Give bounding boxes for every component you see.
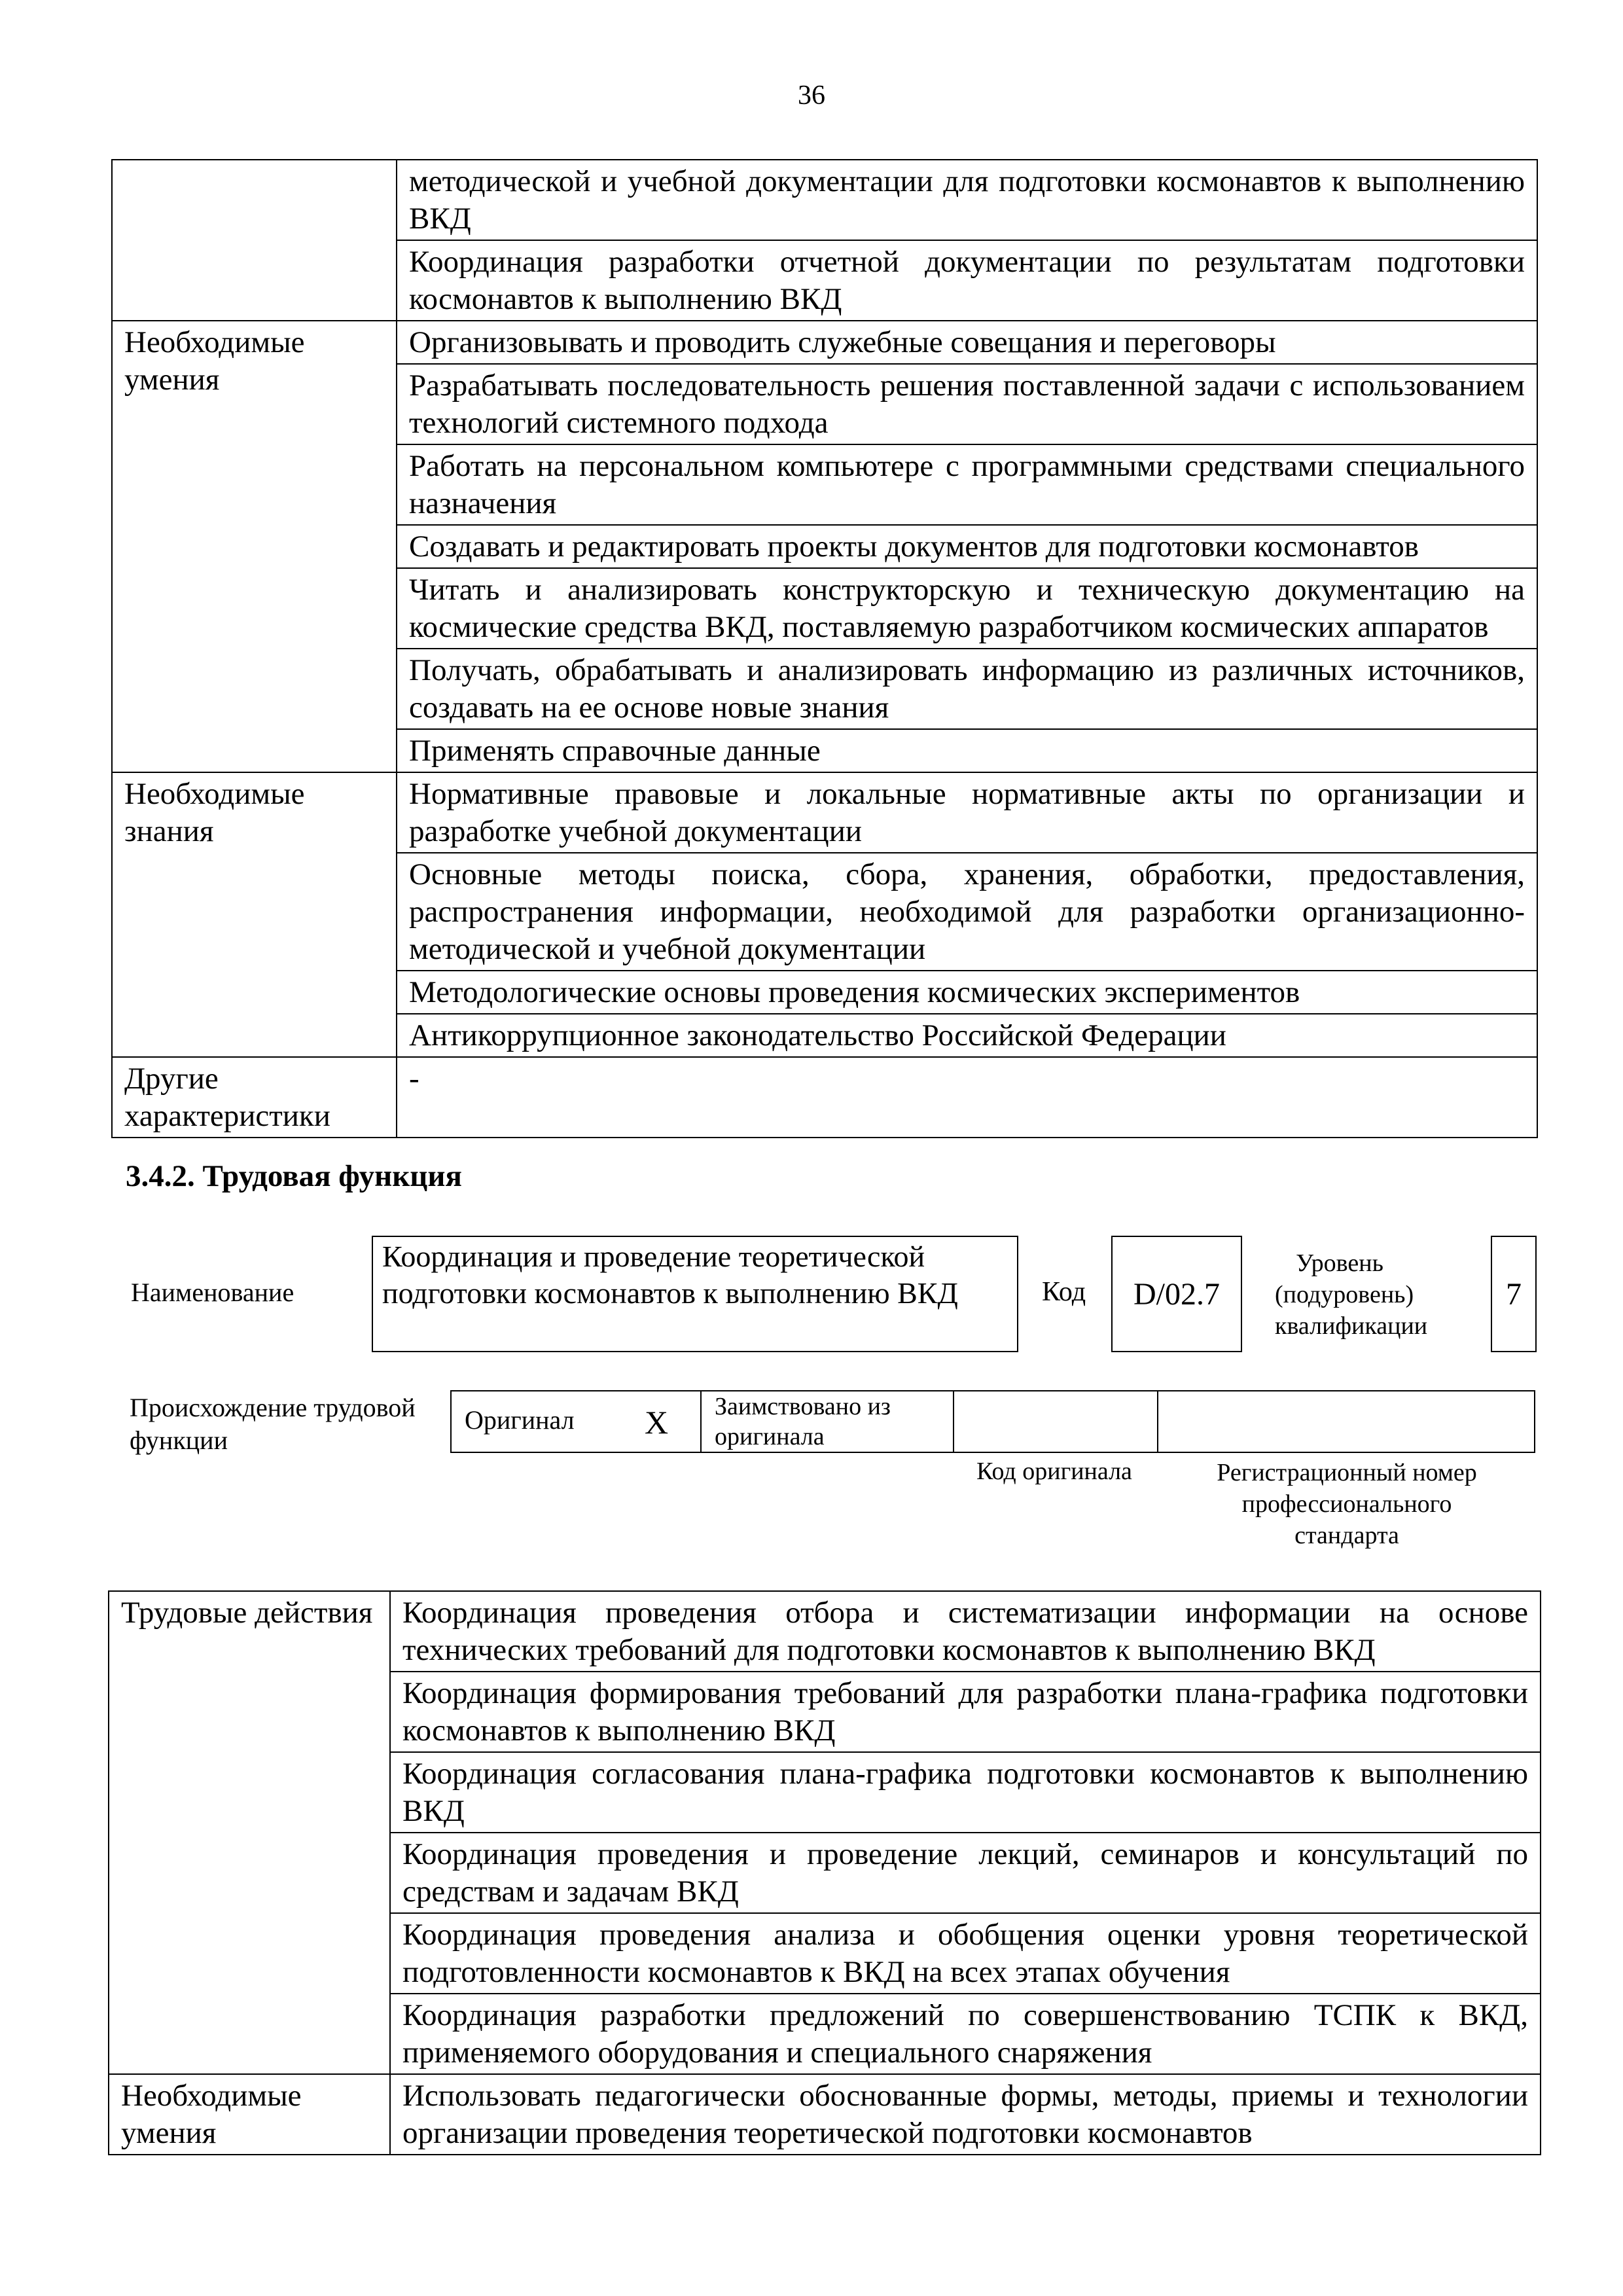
row-label-other: Другие характеристики (112, 1057, 397, 1138)
code-original-caption: Код оригинала (976, 1458, 1132, 1485)
page-number: 36 (798, 81, 825, 111)
row-label-knowledge: Необходимые знания (112, 772, 397, 1057)
table-cell: Читать и анализировать конструкторскую и техническую документацию на космические средства ВКД, поставляемую разработчиком космических аппаратов (397, 568, 1537, 649)
table-row (109, 2074, 1541, 2155)
table-cell: Координация формирования требований для разработки плана-графика подготовки космонавтов к выполнению ВКД (390, 1672, 1541, 1752)
name-label: Наименование (131, 1278, 294, 1307)
level-box (1491, 1236, 1537, 1352)
table-cell: Создавать и редактировать проекты документов для подготовки космонавтов (397, 525, 1537, 568)
table-cell: Координация согласования плана-графика подготовки космонавтов к выполнению ВКД (390, 1752, 1541, 1833)
table-cell: Координация проведения отбора и систематизации информации на основе технических требований для подготовки космонавтов к выполнению ВКД (390, 1591, 1541, 1672)
table-cell: Получать, обрабатывать и анализировать информацию из различных источников, создавать на ее основе новые знания (397, 649, 1537, 729)
section-title: 3.4.2. Трудовая функция (126, 1159, 462, 1193)
row-label-skills: Необходимые умения (112, 321, 397, 772)
table-cell: Координация разработки отчетной документации по результатам подготовки космонавтов к выполнению ВКД (397, 240, 1537, 321)
original-code-cell (954, 1391, 1158, 1452)
code-value: D/02.7 (1133, 1276, 1220, 1312)
function-name-box (372, 1236, 1018, 1352)
borrowed-label: Заимствовано из оригинала (715, 1393, 891, 1450)
code-label: Код (1042, 1277, 1086, 1307)
table-cell: Использовать педагогически обоснованные формы, методы, приемы и технологии организации проведения теоретической подготовки космонавтов (390, 2074, 1541, 2155)
level-value: 7 (1506, 1276, 1522, 1312)
origin-label: Происхождение трудовой функции (130, 1393, 416, 1455)
labor-actions-table (108, 1590, 1541, 2155)
row-label-skills-2: Необходимые умения (109, 2074, 390, 2155)
reg-number-cell (1158, 1391, 1534, 1452)
original-cell (452, 1391, 702, 1452)
table-cell: Координация проведения анализа и обобщения оценки уровня теоретической подготовленности космонавтов к ВКД на всех этапах обучения (390, 1913, 1541, 1994)
row-label-actions: Трудовые действия (109, 1591, 390, 2074)
table-row (109, 1591, 1541, 1672)
table-cell: Работать на персональном компьютере с программными средствами специального назначения (397, 444, 1537, 525)
table-cell: Применять справочные данные (397, 729, 1537, 772)
table-cell: Разрабатывать последовательность решения поставленной задачи с использованием технологий системного подхода (397, 364, 1537, 444)
table-row (112, 1057, 1537, 1138)
table-cell: Координация разработки предложений по совершенствованию ТСПК к ВКД, применяемого оборудования и специального снаряжения (390, 1994, 1541, 2074)
reg-number-caption: Регистрационный номер профессионального стандарта (1217, 1459, 1477, 1549)
table-cell: Антикоррупционное законодательство Российской Федерации (397, 1014, 1537, 1057)
table-cell: - (397, 1057, 1537, 1138)
table-cell: Организовывать и проводить служебные совещания и переговоры (397, 321, 1537, 364)
code-box (1111, 1236, 1242, 1352)
requirements-table-continued (111, 159, 1538, 1138)
table-row (112, 772, 1537, 853)
table-cell: Основные методы поиска, сбора, хранения, обработки, предоставления, распространения информации, необходимой для разработки организационно-методической и учебной документации (397, 853, 1537, 971)
origin-row (450, 1390, 1535, 1453)
borrowed-cell (702, 1391, 954, 1452)
original-label: Оригинал (465, 1405, 575, 1435)
table-cell: Нормативные правовые и локальные нормативные акты по организации и разработке учебной документации (397, 772, 1537, 853)
table-cell: Методологические основы проведения космических экспериментов (397, 971, 1537, 1014)
row-label (112, 160, 397, 321)
table-cell: методической и учебной документации для подготовки космонавтов к выполнению ВКД (397, 160, 1537, 240)
table-cell: Координация проведения и проведение лекций, семинаров и консультаций по средствам и задачам ВКД (390, 1833, 1541, 1913)
level-label: Уровень (подуровень) квалификации (1275, 1249, 1428, 1340)
table-row (112, 160, 1537, 240)
function-name-value: Координация и проведение теоретической подготовки космонавтов к выполнению ВКД (382, 1240, 958, 1310)
table-row (112, 321, 1537, 364)
original-mark: X (645, 1404, 669, 1441)
